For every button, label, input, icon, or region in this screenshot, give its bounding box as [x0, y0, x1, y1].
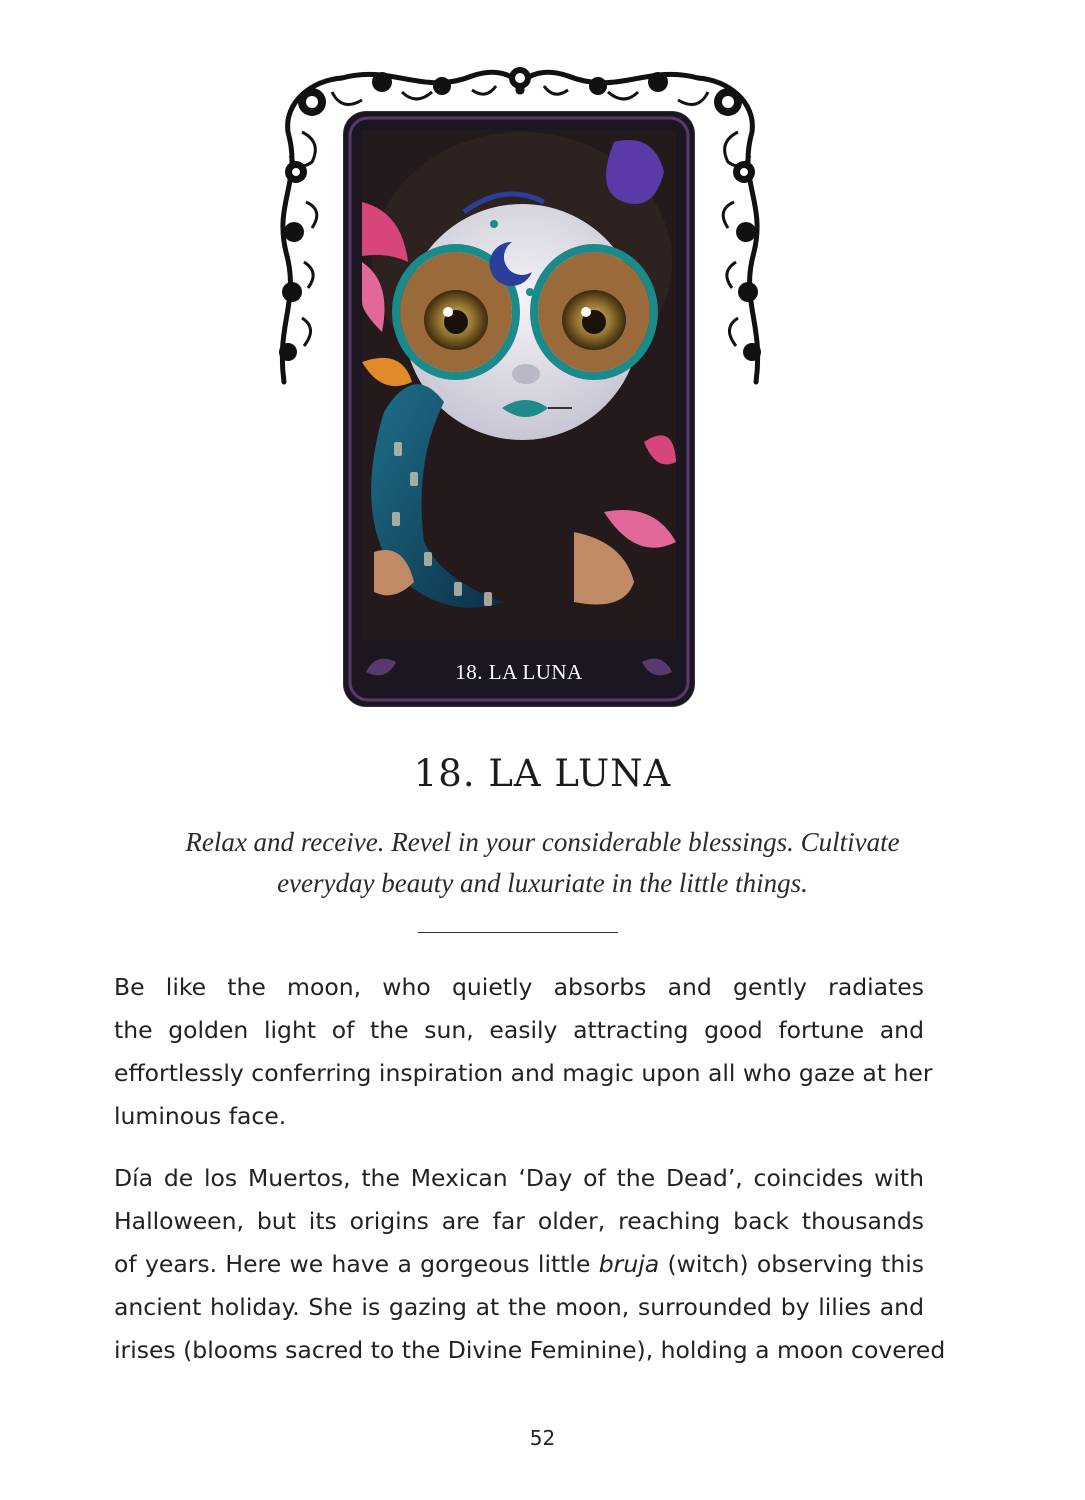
line-text: irises (blooms sacred to the Divine Feminine), holding a moon covered [114, 1336, 946, 1364]
page-number: 52 [529, 1426, 556, 1450]
affirmation-line: everyday beauty and luxuriate in the little things. [277, 868, 808, 898]
body-line [114, 966, 924, 1009]
line-text: ancient holiday. She is gazing at the moon, surrounded by lilies and [114, 1293, 924, 1321]
line-text: of years. Here we have a gorgeous little [114, 1250, 599, 1278]
divider [418, 932, 618, 933]
page-title: 18. LA LUNA [413, 752, 672, 795]
line-text: Halloween, but its origins are far older, reaching back thousands [114, 1207, 924, 1235]
line-text: Be like the moon, who quietly absorbs and gently radiates [114, 973, 924, 1001]
paragraph-1 [114, 966, 933, 1138]
body-line [114, 1286, 924, 1329]
body-line [114, 1200, 924, 1243]
line-text: luminous face. [114, 1102, 287, 1130]
body-line [114, 1157, 924, 1200]
card-caption: 18. LA LUNA [455, 660, 583, 684]
body-line [114, 1009, 924, 1052]
affirmation [140, 822, 945, 904]
italic-word: bruja [598, 1250, 660, 1278]
body-line [114, 1095, 924, 1138]
line-text: Día de los Muertos, the Mexican ‘Day of the Dead’, coincides with [114, 1164, 924, 1192]
line-text: the golden light of the sun, easily attracting good fortune and [114, 1016, 924, 1044]
body-line [114, 1052, 933, 1095]
body-line [114, 1243, 924, 1286]
line-text: (witch) observing this [659, 1250, 924, 1278]
affirmation-line: Relax and receive. Revel in your considerable blessings. Cultivate [185, 827, 900, 857]
line-text: effortlessly conferring inspiration and magic upon all who gaze at her [114, 1059, 933, 1087]
tarot-card [344, 112, 694, 706]
paragraph-2 [114, 1157, 946, 1372]
body-line [114, 1329, 946, 1372]
card-illustration [344, 112, 694, 706]
